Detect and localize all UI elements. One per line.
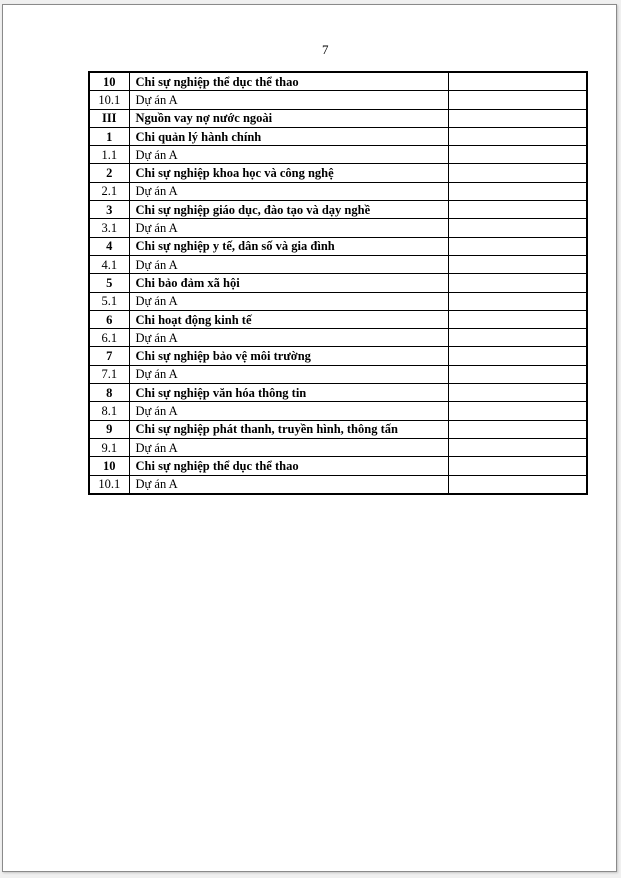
row-number-cell: 7.1 (89, 365, 129, 383)
row-label-cell: Dự án A (129, 402, 448, 420)
row-number-cell: 1 (89, 127, 129, 145)
row-value-cell (448, 310, 587, 328)
row-number-cell: 7 (89, 347, 129, 365)
row-label-cell: Chi hoạt động kinh tế (129, 310, 448, 328)
row-value-cell (448, 438, 587, 456)
row-number-cell: 10 (89, 72, 129, 91)
row-label-cell: Chi sự nghiệp thể dục thể thao (129, 72, 448, 91)
table-row (89, 219, 587, 237)
row-label-cell: Dự án A (129, 91, 448, 109)
row-label-cell: Dự án A (129, 219, 448, 237)
table-row (89, 91, 587, 109)
row-value-cell (448, 402, 587, 420)
row-number-cell: 3 (89, 201, 129, 219)
table-row (89, 237, 587, 255)
row-number-cell: 6.1 (89, 329, 129, 347)
row-value-cell (448, 72, 587, 91)
row-value-cell (448, 182, 587, 200)
table-row (89, 274, 587, 292)
page-number: 7 (322, 42, 329, 57)
row-value-cell (448, 365, 587, 383)
table-row (89, 438, 587, 456)
table-row (89, 402, 587, 420)
row-label-cell: Chi sự nghiệp y tế, dân số và gia đình (129, 237, 448, 255)
row-label-cell: Chi bảo đảm xã hội (129, 274, 448, 292)
row-value-cell (448, 109, 587, 127)
table-row (89, 201, 587, 219)
row-number-cell: 9 (89, 420, 129, 438)
row-number-cell: 9.1 (89, 438, 129, 456)
table-row (89, 384, 587, 402)
row-number-cell: III (89, 109, 129, 127)
budget-table-body (89, 72, 587, 494)
table-row (89, 182, 587, 200)
row-number-cell: 3.1 (89, 219, 129, 237)
row-value-cell (448, 457, 587, 475)
table-row (89, 109, 587, 127)
row-label-cell: Chi sự nghiệp thể dục thể thao (129, 457, 448, 475)
row-value-cell (448, 237, 587, 255)
row-label-cell: Chi sự nghiệp khoa học và công nghệ (129, 164, 448, 182)
row-number-cell: 4 (89, 237, 129, 255)
row-number-cell: 10.1 (89, 475, 129, 494)
row-value-cell (448, 420, 587, 438)
table-row (89, 310, 587, 328)
row-value-cell (448, 91, 587, 109)
row-label-cell: Dự án A (129, 475, 448, 494)
row-number-cell: 10.1 (89, 91, 129, 109)
table-row (89, 146, 587, 164)
row-value-cell (448, 146, 587, 164)
row-label-cell: Chi sự nghiệp phát thanh, truyền hình, thông tấn (129, 420, 448, 438)
row-number-cell: 6 (89, 310, 129, 328)
row-value-cell (448, 219, 587, 237)
row-label-cell: Nguồn vay nợ nước ngoài (129, 109, 448, 127)
table-row (89, 329, 587, 347)
table-row (89, 164, 587, 182)
row-value-cell (448, 127, 587, 145)
row-value-cell (448, 164, 587, 182)
document-page (2, 4, 617, 872)
row-label-cell: Chi sự nghiệp văn hóa thông tin (129, 384, 448, 402)
row-label-cell: Chi sự nghiệp giáo dục, đào tạo và dạy nghề (129, 201, 448, 219)
row-label-cell: Dự án A (129, 255, 448, 273)
table-row (89, 475, 587, 494)
row-number-cell: 1.1 (89, 146, 129, 164)
table-row (89, 72, 587, 91)
row-number-cell: 10 (89, 457, 129, 475)
row-label-cell: Chi quản lý hành chính (129, 127, 448, 145)
row-value-cell (448, 475, 587, 494)
table-row (89, 420, 587, 438)
row-number-cell: 5 (89, 274, 129, 292)
row-value-cell (448, 274, 587, 292)
table-row (89, 255, 587, 273)
row-number-cell: 2.1 (89, 182, 129, 200)
table-row (89, 365, 587, 383)
row-value-cell (448, 384, 587, 402)
row-label-cell: Dự án A (129, 146, 448, 164)
table-row (89, 347, 587, 365)
row-label-cell: Dự án A (129, 365, 448, 383)
row-value-cell (448, 347, 587, 365)
table-row (89, 127, 587, 145)
row-label-cell: Dự án A (129, 182, 448, 200)
row-value-cell (448, 329, 587, 347)
row-number-cell: 4.1 (89, 255, 129, 273)
table-row (89, 457, 587, 475)
row-number-cell: 5.1 (89, 292, 129, 310)
row-label-cell: Dự án A (129, 292, 448, 310)
table-row (89, 292, 587, 310)
row-value-cell (448, 201, 587, 219)
budget-table (88, 71, 588, 495)
row-value-cell (448, 255, 587, 273)
row-number-cell: 2 (89, 164, 129, 182)
row-value-cell (448, 292, 587, 310)
row-label-cell: Chi sự nghiệp bảo vệ môi trường (129, 347, 448, 365)
row-number-cell: 8 (89, 384, 129, 402)
row-number-cell: 8.1 (89, 402, 129, 420)
row-label-cell: Dự án A (129, 438, 448, 456)
row-label-cell: Dự án A (129, 329, 448, 347)
